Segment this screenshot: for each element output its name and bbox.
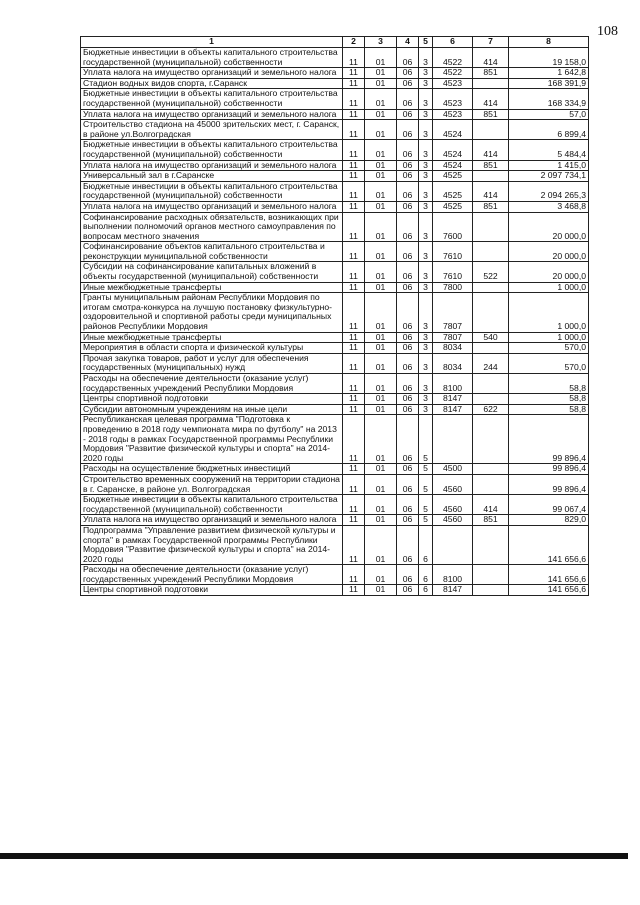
row-c6-cell: 8100 <box>433 565 473 585</box>
row-name-cell: Строительство стадиона на 45000 зрительских мест, г. Саранск, в районе ул.Волгоградская <box>81 120 343 140</box>
row-c8-cell: 99 896,4 <box>509 474 589 494</box>
row-c5-cell: 3 <box>419 242 433 262</box>
row-c5-cell: 3 <box>419 353 433 373</box>
row-c4-cell: 06 <box>397 464 419 475</box>
row-c2-cell: 11 <box>343 374 365 394</box>
table-row <box>81 68 589 79</box>
row-c2-cell: 11 <box>343 495 365 515</box>
table-row <box>81 374 589 394</box>
row-c5-cell: 6 <box>419 585 433 596</box>
row-c3-cell: 01 <box>365 48 397 68</box>
row-c8-cell: 58,8 <box>509 374 589 394</box>
row-c3-cell: 01 <box>365 282 397 293</box>
row-c6-cell: 4522 <box>433 68 473 79</box>
row-c5-cell: 3 <box>419 293 433 332</box>
table-row <box>81 415 589 464</box>
row-c5-cell: 3 <box>419 201 433 212</box>
row-name-cell: Иные межбюджетные трансферты <box>81 332 343 343</box>
row-c2-cell: 11 <box>343 201 365 212</box>
row-c2-cell: 11 <box>343 415 365 464</box>
row-c4-cell: 06 <box>397 495 419 515</box>
row-c2-cell: 11 <box>343 464 365 475</box>
row-c2-cell: 11 <box>343 343 365 354</box>
row-c6-cell: 8100 <box>433 374 473 394</box>
row-c6-cell: 4523 <box>433 89 473 109</box>
row-c5-cell: 3 <box>419 89 433 109</box>
row-name-cell: Расходы на обеспечение деятельности (оказание услуг) государственных учреждений Республики Мордовия <box>81 565 343 585</box>
row-c4-cell: 06 <box>397 515 419 526</box>
row-c3-cell: 01 <box>365 565 397 585</box>
header-cell: 1 <box>81 37 343 48</box>
header-cell: 3 <box>365 37 397 48</box>
row-c2-cell: 11 <box>343 474 365 494</box>
row-c4-cell: 06 <box>397 293 419 332</box>
row-c6-cell: 8147 <box>433 394 473 405</box>
row-c5-cell: 3 <box>419 140 433 160</box>
row-c7-cell <box>473 78 509 89</box>
row-c2-cell: 11 <box>343 242 365 262</box>
row-c6-cell: 7807 <box>433 293 473 332</box>
row-c5-cell: 3 <box>419 212 433 242</box>
row-c4-cell: 06 <box>397 415 419 464</box>
row-c7-cell: 851 <box>473 109 509 120</box>
row-c2-cell: 11 <box>343 48 365 68</box>
row-c4-cell: 06 <box>397 262 419 282</box>
table-row <box>81 120 589 140</box>
row-name-cell: Уплата налога на имущество организаций и земельного налога <box>81 515 343 526</box>
table-row <box>81 89 589 109</box>
row-c4-cell: 06 <box>397 212 419 242</box>
row-c8-cell: 1 000,0 <box>509 332 589 343</box>
row-c3-cell: 01 <box>365 171 397 182</box>
row-c4-cell: 06 <box>397 565 419 585</box>
row-c2-cell: 11 <box>343 140 365 160</box>
row-name-cell: Подпрограмма "Управление развитием физической культуры и спорта" в рамках Государственной программы Республики Мордовия "Развитие физической культуры и спорта" на 2014-2020 годы <box>81 525 343 564</box>
row-c6-cell: 4523 <box>433 78 473 89</box>
row-name-cell: Бюджетные инвестиции в объекты капитального строительства государственной (муниципальной) собственности <box>81 89 343 109</box>
row-c6-cell <box>433 415 473 464</box>
row-c7-cell: 622 <box>473 404 509 415</box>
row-name-cell: Бюджетные инвестиции в объекты капитального строительства государственной (муниципальной) собственности <box>81 140 343 160</box>
table-row <box>81 48 589 68</box>
row-c8-cell: 99 896,4 <box>509 415 589 464</box>
row-c8-cell: 829,0 <box>509 515 589 526</box>
row-c4-cell: 06 <box>397 140 419 160</box>
header-cell: 2 <box>343 37 365 48</box>
row-c8-cell: 19 158,0 <box>509 48 589 68</box>
table-row <box>81 78 589 89</box>
page-number: 108 <box>597 24 618 39</box>
row-name-cell: Софинансирование расходных обязательств, возникающих при выполнении полномочий органов местного самоуправления по вопросам местного значения <box>81 212 343 242</box>
row-c6-cell: 7610 <box>433 262 473 282</box>
row-c5-cell: 3 <box>419 404 433 415</box>
header-cell: 5 <box>419 37 433 48</box>
row-c8-cell: 168 334,9 <box>509 89 589 109</box>
row-name-cell: Иные межбюджетные трансферты <box>81 282 343 293</box>
table-row <box>81 201 589 212</box>
row-c8-cell: 99 067,4 <box>509 495 589 515</box>
row-c6-cell: 4522 <box>433 48 473 68</box>
table-row <box>81 160 589 171</box>
row-c8-cell: 20 000,0 <box>509 242 589 262</box>
row-c8-cell: 5 484,4 <box>509 140 589 160</box>
header-row <box>81 37 589 48</box>
row-c6-cell: 4500 <box>433 464 473 475</box>
row-c7-cell: 540 <box>473 332 509 343</box>
row-c4-cell: 06 <box>397 201 419 212</box>
row-c8-cell: 141 656,6 <box>509 565 589 585</box>
row-c6-cell: 4525 <box>433 181 473 201</box>
row-c8-cell: 141 656,6 <box>509 585 589 596</box>
budget-table <box>80 36 589 596</box>
row-c2-cell: 11 <box>343 68 365 79</box>
row-c3-cell: 01 <box>365 68 397 79</box>
row-c4-cell: 06 <box>397 404 419 415</box>
row-c8-cell: 1 415,0 <box>509 160 589 171</box>
row-c7-cell: 851 <box>473 68 509 79</box>
row-c8-cell: 1 000,0 <box>509 282 589 293</box>
row-c6-cell: 8147 <box>433 404 473 415</box>
row-c6-cell: 7807 <box>433 332 473 343</box>
row-c3-cell: 01 <box>365 374 397 394</box>
row-c6-cell: 4524 <box>433 140 473 160</box>
row-c7-cell: 851 <box>473 160 509 171</box>
row-c8-cell: 20 000,0 <box>509 212 589 242</box>
row-c5-cell: 3 <box>419 48 433 68</box>
row-c7-cell <box>473 394 509 405</box>
row-c4-cell: 06 <box>397 242 419 262</box>
row-c7-cell <box>473 242 509 262</box>
row-c7-cell <box>473 415 509 464</box>
row-c8-cell: 1 642,8 <box>509 68 589 79</box>
row-name-cell: Прочая закупка товаров, работ и услуг для обеспечения государственных (муниципальных) нужд <box>81 353 343 373</box>
row-c7-cell: 414 <box>473 181 509 201</box>
row-c4-cell: 06 <box>397 332 419 343</box>
row-c3-cell: 01 <box>365 353 397 373</box>
row-c4-cell: 06 <box>397 282 419 293</box>
row-c4-cell: 06 <box>397 68 419 79</box>
row-c4-cell: 06 <box>397 374 419 394</box>
row-c2-cell: 11 <box>343 89 365 109</box>
row-c6-cell: 8034 <box>433 343 473 354</box>
row-c8-cell: 20 000,0 <box>509 262 589 282</box>
row-c6-cell: 7610 <box>433 242 473 262</box>
row-c2-cell: 11 <box>343 404 365 415</box>
row-c6-cell: 4524 <box>433 160 473 171</box>
row-name-cell: Субсидии автономным учреждениям на иные цели <box>81 404 343 415</box>
row-name-cell: Софинансирование объектов капитального строительства и реконструкции муниципальной собственности <box>81 242 343 262</box>
table-row <box>81 171 589 182</box>
row-c2-cell: 11 <box>343 282 365 293</box>
row-c3-cell: 01 <box>365 495 397 515</box>
row-c5-cell: 3 <box>419 374 433 394</box>
row-c2-cell: 11 <box>343 109 365 120</box>
row-c7-cell <box>473 282 509 293</box>
row-c5-cell: 6 <box>419 525 433 564</box>
row-c8-cell: 58,8 <box>509 394 589 405</box>
row-name-cell: Уплата налога на имущество организаций и земельного налога <box>81 68 343 79</box>
row-c5-cell: 3 <box>419 282 433 293</box>
table-row <box>81 262 589 282</box>
row-c2-cell: 11 <box>343 585 365 596</box>
table-row <box>81 525 589 564</box>
row-c7-cell <box>473 474 509 494</box>
row-c6-cell: 4560 <box>433 495 473 515</box>
table-row <box>81 515 589 526</box>
row-c7-cell: 414 <box>473 495 509 515</box>
row-name-cell: Строительство временных сооружений на территории стадиона в г. Саранске, в районе ул. Волгоградская <box>81 474 343 494</box>
row-c5-cell: 3 <box>419 262 433 282</box>
row-c5-cell: 5 <box>419 474 433 494</box>
row-c7-cell: 851 <box>473 515 509 526</box>
row-c7-cell: 414 <box>473 89 509 109</box>
row-c4-cell: 06 <box>397 525 419 564</box>
row-c8-cell: 6 899,4 <box>509 120 589 140</box>
row-c4-cell: 06 <box>397 89 419 109</box>
header-cell: 6 <box>433 37 473 48</box>
table-row <box>81 332 589 343</box>
row-c4-cell: 06 <box>397 171 419 182</box>
row-name-cell: Центры спортивной подготовки <box>81 394 343 405</box>
row-c7-cell <box>473 120 509 140</box>
header-cell: 8 <box>509 37 589 48</box>
row-name-cell: Бюджетные инвестиции в объекты капитального строительства государственной (муниципальной) собственности <box>81 181 343 201</box>
row-c5-cell: 3 <box>419 68 433 79</box>
row-name-cell: Универсальный зал в г.Саранске <box>81 171 343 182</box>
row-c2-cell: 11 <box>343 565 365 585</box>
row-c3-cell: 01 <box>365 109 397 120</box>
row-name-cell: Бюджетные инвестиции в объекты капитального строительства государственной (муниципальной) собственности <box>81 495 343 515</box>
table-row <box>81 585 589 596</box>
row-name-cell: Стадион водных видов спорта, г.Саранск <box>81 78 343 89</box>
row-c5-cell: 5 <box>419 415 433 464</box>
row-c7-cell <box>473 525 509 564</box>
row-c4-cell: 06 <box>397 181 419 201</box>
row-c6-cell: 4560 <box>433 474 473 494</box>
row-c2-cell: 11 <box>343 181 365 201</box>
row-c8-cell: 3 468,8 <box>509 201 589 212</box>
table-row <box>81 565 589 585</box>
row-c7-cell <box>473 565 509 585</box>
row-c6-cell: 8147 <box>433 585 473 596</box>
row-c8-cell: 58,8 <box>509 404 589 415</box>
row-name-cell: Центры спортивной подготовки <box>81 585 343 596</box>
header-cell: 7 <box>473 37 509 48</box>
row-c2-cell: 11 <box>343 120 365 140</box>
row-c5-cell: 3 <box>419 109 433 120</box>
row-c2-cell: 11 <box>343 78 365 89</box>
row-c3-cell: 01 <box>365 140 397 160</box>
row-c7-cell <box>473 374 509 394</box>
row-c8-cell: 570,0 <box>509 343 589 354</box>
row-c4-cell: 06 <box>397 78 419 89</box>
row-name-cell: Гранты муниципальным районам Республики Мордовия по итогам смотра-конкурса на лучшую постановку физкультурно-оздоровительной и спортивной работы среди муниципальных районов Республики Мордовия <box>81 293 343 332</box>
row-c5-cell: 3 <box>419 120 433 140</box>
row-name-cell: Уплата налога на имущество организаций и земельного налога <box>81 109 343 120</box>
row-c5-cell: 3 <box>419 343 433 354</box>
row-c3-cell: 01 <box>365 404 397 415</box>
row-c5-cell: 3 <box>419 78 433 89</box>
row-c6-cell: 4560 <box>433 515 473 526</box>
row-c6-cell: 4524 <box>433 120 473 140</box>
page-bottom-rule <box>0 853 628 859</box>
table-row <box>81 242 589 262</box>
row-c2-cell: 11 <box>343 171 365 182</box>
row-c3-cell: 01 <box>365 515 397 526</box>
row-c5-cell: 5 <box>419 515 433 526</box>
row-name-cell: Расходы на осуществление бюджетных инвестиций <box>81 464 343 475</box>
row-c3-cell: 01 <box>365 293 397 332</box>
row-c2-cell: 11 <box>343 212 365 242</box>
row-c3-cell: 01 <box>365 394 397 405</box>
row-c6-cell: 4525 <box>433 201 473 212</box>
row-c3-cell: 01 <box>365 212 397 242</box>
row-c7-cell: 414 <box>473 48 509 68</box>
row-c7-cell <box>473 212 509 242</box>
row-c6-cell: 8034 <box>433 353 473 373</box>
row-c4-cell: 06 <box>397 48 419 68</box>
row-name-cell: Расходы на обеспечение деятельности (оказание услуг) государственных учреждений Республики Мордовия <box>81 374 343 394</box>
row-c2-cell: 11 <box>343 525 365 564</box>
table-row <box>81 495 589 515</box>
row-c5-cell: 3 <box>419 181 433 201</box>
row-name-cell: Республиканская целевая программа "Подготовка к проведению в 2018 году чемпионата мира по футболу" на 2013 - 2018 годы в рамках Государственной программы Республики Мордовия "Развитие физической культуры и спорта" на 2014-2020 годы <box>81 415 343 464</box>
row-c7-cell: 851 <box>473 201 509 212</box>
table-row <box>81 212 589 242</box>
row-name-cell: Уплата налога на имущество организаций и земельного налога <box>81 201 343 212</box>
row-c5-cell: 3 <box>419 160 433 171</box>
row-c3-cell: 01 <box>365 78 397 89</box>
row-c4-cell: 06 <box>397 394 419 405</box>
row-c2-cell: 11 <box>343 515 365 526</box>
row-c3-cell: 01 <box>365 332 397 343</box>
table-row <box>81 282 589 293</box>
row-c3-cell: 01 <box>365 343 397 354</box>
table-row <box>81 474 589 494</box>
row-c5-cell: 6 <box>419 565 433 585</box>
table-row <box>81 109 589 120</box>
row-c3-cell: 01 <box>365 89 397 109</box>
row-c6-cell: 4523 <box>433 109 473 120</box>
row-c5-cell: 5 <box>419 464 433 475</box>
row-c8-cell: 168 391,9 <box>509 78 589 89</box>
table-row <box>81 293 589 332</box>
row-c2-cell: 11 <box>343 332 365 343</box>
row-c8-cell: 570,0 <box>509 353 589 373</box>
row-c3-cell: 01 <box>365 242 397 262</box>
row-c5-cell: 3 <box>419 394 433 405</box>
row-name-cell: Субсидии на софинансирование капитальных вложений в объекты государственной (муниципальной) собственности <box>81 262 343 282</box>
row-c3-cell: 01 <box>365 525 397 564</box>
row-c4-cell: 06 <box>397 474 419 494</box>
row-c5-cell: 3 <box>419 332 433 343</box>
row-c7-cell <box>473 343 509 354</box>
row-name-cell: Уплата налога на имущество организаций и земельного налога <box>81 160 343 171</box>
row-c2-cell: 11 <box>343 262 365 282</box>
row-c4-cell: 06 <box>397 343 419 354</box>
row-c8-cell: 57,0 <box>509 109 589 120</box>
row-c4-cell: 06 <box>397 585 419 596</box>
row-c3-cell: 01 <box>365 160 397 171</box>
table-row <box>81 181 589 201</box>
row-c7-cell: 244 <box>473 353 509 373</box>
row-c7-cell <box>473 464 509 475</box>
table-row <box>81 464 589 475</box>
table-row <box>81 404 589 415</box>
row-c6-cell: 4525 <box>433 171 473 182</box>
row-c7-cell <box>473 293 509 332</box>
row-c7-cell: 414 <box>473 140 509 160</box>
row-c6-cell: 7600 <box>433 212 473 242</box>
row-c4-cell: 06 <box>397 120 419 140</box>
row-c3-cell: 01 <box>365 585 397 596</box>
row-name-cell: Мероприятия в области спорта и физической культуры <box>81 343 343 354</box>
row-c2-cell: 11 <box>343 353 365 373</box>
row-c7-cell: 522 <box>473 262 509 282</box>
row-c2-cell: 11 <box>343 293 365 332</box>
row-c8-cell: 1 000,0 <box>509 293 589 332</box>
row-c6-cell <box>433 525 473 564</box>
row-c8-cell: 141 656,6 <box>509 525 589 564</box>
row-c3-cell: 01 <box>365 201 397 212</box>
table-row <box>81 343 589 354</box>
row-c7-cell <box>473 171 509 182</box>
row-c2-cell: 11 <box>343 394 365 405</box>
row-c2-cell: 11 <box>343 160 365 171</box>
row-c3-cell: 01 <box>365 474 397 494</box>
header-cell: 4 <box>397 37 419 48</box>
row-c3-cell: 01 <box>365 120 397 140</box>
row-c3-cell: 01 <box>365 181 397 201</box>
row-c3-cell: 01 <box>365 262 397 282</box>
row-name-cell: Бюджетные инвестиции в объекты капитального строительства государственной (муниципальной) собственности <box>81 48 343 68</box>
table-row <box>81 353 589 373</box>
row-c5-cell: 5 <box>419 495 433 515</box>
row-c5-cell: 3 <box>419 171 433 182</box>
table-row <box>81 394 589 405</box>
row-c3-cell: 01 <box>365 415 397 464</box>
row-c6-cell: 7800 <box>433 282 473 293</box>
row-c4-cell: 06 <box>397 353 419 373</box>
row-c3-cell: 01 <box>365 464 397 475</box>
row-c4-cell: 06 <box>397 109 419 120</box>
row-c8-cell: 99 896,4 <box>509 464 589 475</box>
table-row <box>81 140 589 160</box>
row-c8-cell: 2 094 265,3 <box>509 181 589 201</box>
row-c7-cell <box>473 585 509 596</box>
row-c8-cell: 2 097 734,1 <box>509 171 589 182</box>
row-c4-cell: 06 <box>397 160 419 171</box>
